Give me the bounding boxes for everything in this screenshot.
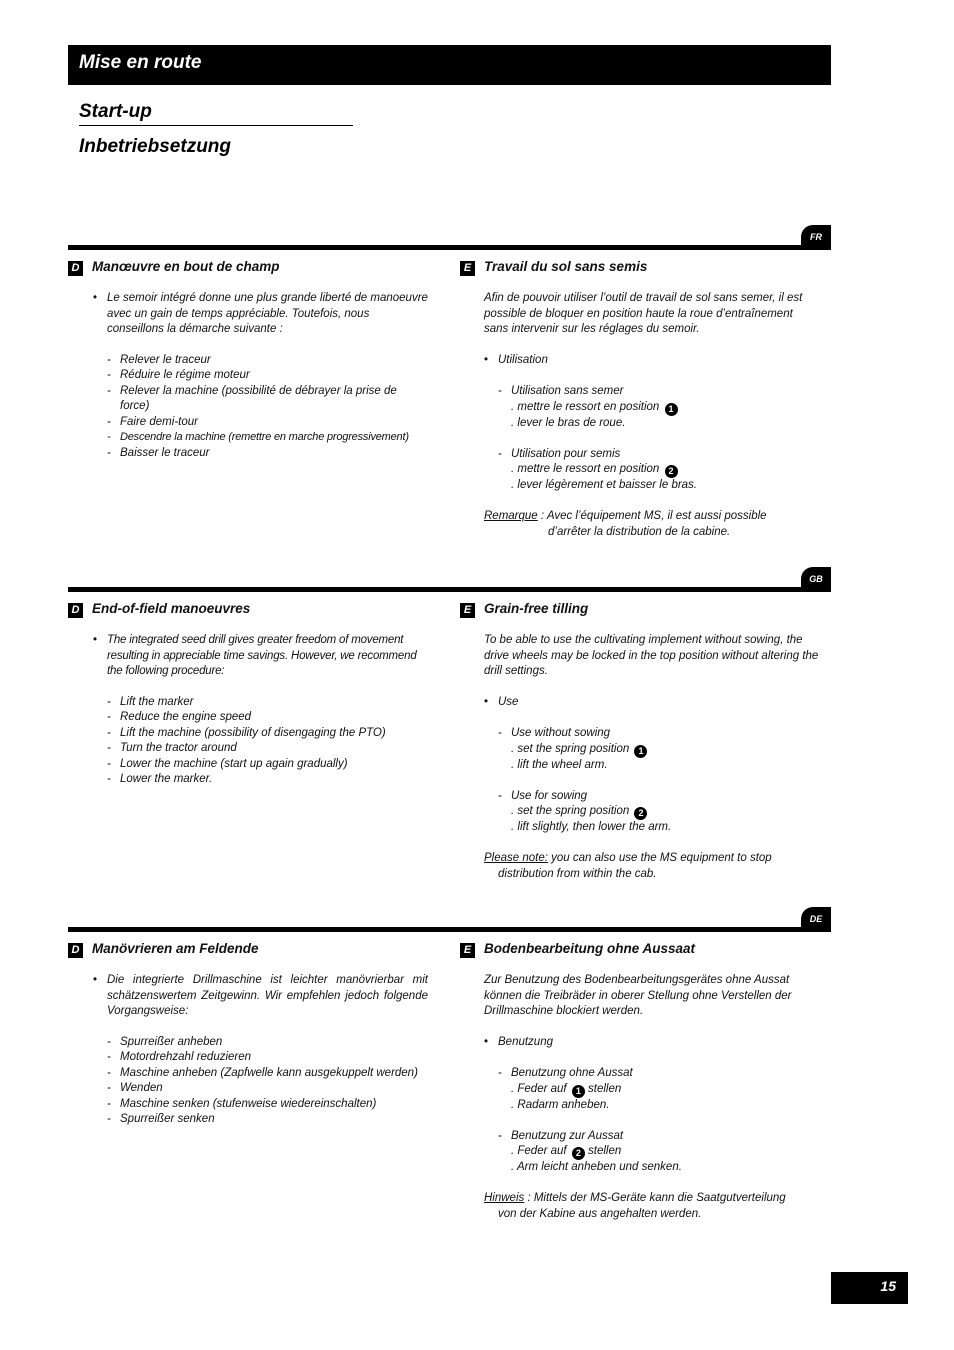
- mode-step: . set the spring position 2: [484, 804, 820, 820]
- heading-text: Manœuvre en bout de champ: [92, 259, 280, 274]
- section-heading: [460, 601, 820, 619]
- mode-step: . Feder auf 2 stellen: [511, 1145, 622, 1158]
- position-number-icon: 1: [572, 1085, 585, 1098]
- section-fr: [0, 225, 954, 565]
- right-column: [460, 259, 820, 540]
- body-text: [460, 973, 820, 1222]
- mode-step: . mettre le ressort en position 1: [484, 400, 820, 416]
- note-continued: von der Kabine aus angehalten werden.: [498, 1207, 702, 1220]
- body-text: [68, 973, 428, 1128]
- list-item: - Réduire le régime moteur: [107, 368, 428, 384]
- usage-label: • Utilisation: [484, 353, 820, 369]
- intro-paragraph: Afin de pouvoir utiliser l’outil de travail de sol sans semer, il est possible de bloquer en position haute la roue d’entraînement sans intervenir sur les réglages du semoir.: [484, 292, 803, 335]
- body-text: [460, 291, 820, 540]
- mode-step: . lift the wheel arm.: [511, 758, 608, 771]
- heading-text: Grain-free tilling: [484, 601, 589, 616]
- section-heading: [68, 259, 428, 277]
- marker-box: E: [460, 943, 475, 958]
- section-heading: [68, 941, 428, 959]
- list-item: - Turn the tractor around: [107, 741, 428, 757]
- heading-text: Bodenbearbeitung ohne Aussaat: [484, 941, 696, 956]
- mode-step: . lever le bras de roue.: [511, 416, 626, 429]
- mode-label: - Utilisation pour semis: [484, 447, 820, 463]
- section-gb: [0, 567, 954, 907]
- marker-box: E: [460, 261, 475, 276]
- mode-label: - Utilisation sans semer: [484, 384, 820, 400]
- section-heading: [460, 941, 820, 959]
- mode-label: - Benutzung zur Aussat: [484, 1129, 820, 1145]
- list-item: - Descendre la machine (remettre en marche progressivement): [107, 430, 428, 446]
- procedure-list: [93, 1035, 428, 1128]
- note-continued: d’arrêter la distribution de la cabine.: [548, 525, 731, 538]
- procedure-list: [93, 353, 428, 462]
- mode-step: . Feder auf 1 stellen: [511, 1082, 622, 1096]
- chapter-title: Mise en route: [79, 52, 202, 73]
- list-item: - Baisser le traceur: [107, 446, 428, 462]
- list-item: - Motordrehzahl reduzieren: [107, 1050, 428, 1066]
- section-heading: [460, 259, 820, 277]
- list-item: - Lower the machine (start up again gradually): [107, 757, 428, 773]
- note-label: Remarque: [484, 510, 538, 522]
- note: Please note: you can also use the MS equipment to stop: [484, 852, 772, 864]
- usage-label: • Use: [484, 695, 820, 711]
- body-text: [460, 633, 820, 882]
- mode-step: . Radarm anheben.: [511, 1098, 610, 1111]
- list-item: - Maschine anheben (Zapfwelle kann ausgekuppelt werden): [107, 1066, 428, 1082]
- mode-step: . lift slightly, then lower the arm.: [511, 821, 672, 833]
- intro-paragraph: • Le semoir intégré donne une plus grande liberté de manoeuvre avec un gain de temps appréciable. Toutefois, nous conseillons la démarche suivante :: [93, 291, 428, 338]
- list-item: - Relever la machine (possibilité de débrayer la prise de force): [107, 384, 428, 415]
- section-rule: [68, 587, 831, 592]
- section-heading: [68, 601, 428, 619]
- procedure-list: [93, 695, 428, 788]
- note-continued: distribution from within the cab.: [498, 867, 657, 880]
- list-item: - Relever le traceur: [107, 353, 428, 369]
- position-number-icon: 2: [634, 807, 647, 820]
- note-label: Hinweis: [484, 1192, 525, 1204]
- marker-box: D: [68, 943, 83, 958]
- list-item: - Maschine senken (stufenweise wiedereinschalten): [107, 1097, 428, 1113]
- mode-label: - Benutzung ohne Aussat: [484, 1066, 820, 1082]
- section-rule: [68, 245, 831, 250]
- list-item: - Faire demi-tour: [107, 415, 428, 431]
- mode-label: - Use for sowing: [484, 789, 820, 805]
- position-number-icon: 1: [634, 745, 647, 758]
- language-tab-gb: GB: [801, 567, 831, 592]
- marker-box: D: [68, 603, 83, 618]
- mode-step: . lever légèrement et baisser le bras.: [511, 479, 698, 491]
- subtitle-german: Inbetriebsetzung: [79, 136, 232, 157]
- left-column: [68, 941, 428, 1128]
- chapter-header-bar: [68, 45, 831, 85]
- intro-paragraph: • Die integrierte Drillmaschine ist leichter manövrierbar mit schätzenswertem Zeitgewinn. Wir empfehlen jedoch folgende Vorgangsweise:: [93, 973, 428, 1020]
- list-item: - Lift the marker: [107, 695, 428, 711]
- right-column: [460, 941, 820, 1222]
- usage-label: • Benutzung: [484, 1035, 820, 1051]
- section-de: [0, 907, 954, 1247]
- section-rule: [68, 927, 831, 932]
- mode-step: . mettre le ressort en position 2: [484, 462, 820, 478]
- body-text: [68, 633, 428, 788]
- intro-paragraph: Zur Benutzung des Bodenbearbeitungsgerätes ohne Aussat können die Treibräder in oberer Stellung ohne Verstellen der Drillmaschine blockiert werden.: [484, 974, 792, 1017]
- heading-text: End-of-field manoeuvres: [92, 601, 251, 616]
- list-item: - Reduce the engine speed: [107, 710, 428, 726]
- body-text: [68, 291, 428, 461]
- list-item: - Spurreißer anheben: [107, 1035, 428, 1051]
- list-item: - Lower the marker.: [107, 772, 428, 788]
- mode-step: . set the spring position 1: [484, 742, 820, 758]
- note: Remarque : Avec l’équipement MS, il est aussi possible: [484, 510, 767, 522]
- left-column: [68, 259, 428, 461]
- marker-box: E: [460, 603, 475, 618]
- subtitle-divider: [79, 125, 353, 126]
- page-number: 15: [831, 1272, 908, 1304]
- list-item: - Spurreißer senken: [107, 1112, 428, 1128]
- mode-label: - Use without sowing: [484, 726, 820, 742]
- mode-step: . Arm leicht anheben und senken.: [511, 1161, 682, 1173]
- list-item: - Wenden: [107, 1081, 428, 1097]
- heading-text: Manövrieren am Feldende: [92, 941, 259, 956]
- marker-box: D: [68, 261, 83, 276]
- note-label: Please note:: [484, 852, 548, 864]
- left-column: [68, 601, 428, 788]
- language-tab-fr: FR: [801, 225, 831, 250]
- note: Hinweis : Mittels der MS-Geräte kann die Saatgutverteilung: [484, 1192, 786, 1204]
- position-number-icon: 2: [665, 465, 678, 478]
- intro-paragraph: • The integrated seed drill gives greater freedom of movement resulting in appreciable time savings. However, we recommend the following procedure:: [93, 633, 428, 680]
- list-item: - Lift the machine (possibility of disengaging the PTO): [107, 726, 428, 742]
- subtitle-english: Start-up: [79, 101, 152, 122]
- intro-paragraph: To be able to use the cultivating implement without sowing, the drive wheels may be locked in the top position without altering the drill settings.: [484, 634, 819, 677]
- language-tab-de: DE: [801, 907, 831, 932]
- position-number-icon: 1: [665, 403, 678, 416]
- right-column: [460, 601, 820, 882]
- position-number-icon: 2: [572, 1147, 585, 1160]
- heading-text: Travail du sol sans semis: [484, 259, 648, 274]
